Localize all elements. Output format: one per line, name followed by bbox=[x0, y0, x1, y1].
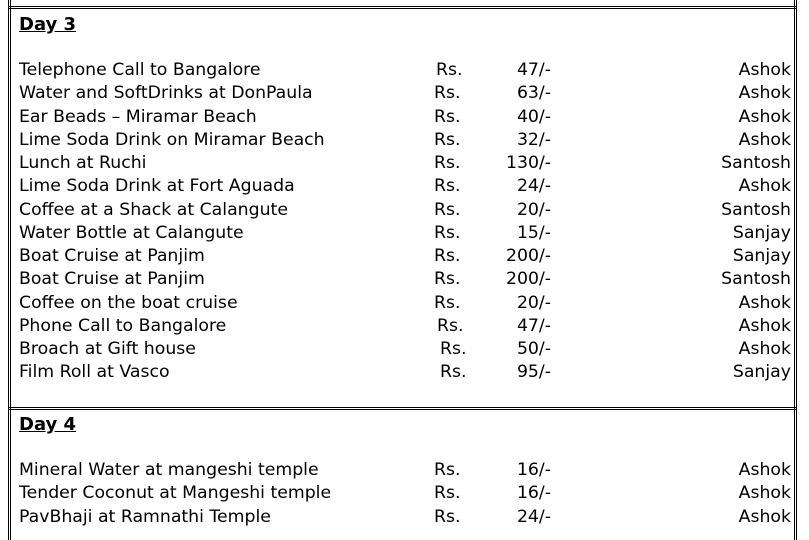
paid-by: Santosh bbox=[721, 269, 791, 290]
expense-amount: 20/- bbox=[516, 199, 551, 220]
expense-description: Lime Soda Drink on Miramar Beach bbox=[19, 129, 325, 150]
expense-description: Broach at Gift house bbox=[19, 339, 196, 359]
expense-description: Lime Soda Drink at Fort Aguada bbox=[19, 176, 295, 197]
currency-label: Rs. bbox=[434, 153, 461, 173]
paid-by: Santosh bbox=[721, 199, 791, 220]
table-row bbox=[19, 222, 791, 245]
expense-description: Water and SoftDrinks at DonPaula bbox=[19, 83, 313, 104]
paid-by: Ashok bbox=[738, 460, 791, 480]
expense-amount: 200/- bbox=[505, 246, 551, 266]
expense-amount: 24/- bbox=[516, 176, 551, 197]
paid-by: Ashok bbox=[738, 176, 791, 197]
paid-by: Sanjay bbox=[732, 222, 791, 243]
expense-description: Ear Beads – Miramar Beach bbox=[19, 106, 257, 127]
currency-label: Rs. bbox=[437, 315, 464, 336]
currency-label: Rs. bbox=[434, 106, 461, 127]
expense-amount: 63/- bbox=[516, 83, 551, 104]
expense-amount: 15/- bbox=[516, 222, 551, 243]
currency-label: Rs. bbox=[434, 246, 461, 266]
paid-by: Ashok bbox=[738, 83, 791, 104]
table-row bbox=[19, 245, 791, 268]
currency-label: Rs. bbox=[434, 176, 461, 197]
expense-description: Telephone Call to Bangalore bbox=[19, 60, 261, 80]
currency-label: Rs. bbox=[436, 60, 463, 80]
table-row bbox=[19, 482, 791, 505]
expense-description: Boat Cruise at Panjim bbox=[19, 246, 205, 266]
currency-label: Rs. bbox=[434, 460, 461, 480]
expense-description: Phone Call to Bangalore bbox=[19, 315, 227, 336]
table-row bbox=[19, 338, 791, 361]
currency-label: Rs. bbox=[440, 339, 467, 359]
table-row bbox=[19, 315, 791, 338]
currency-label: Rs. bbox=[440, 362, 467, 383]
expense-description: Film Roll at Vasco bbox=[19, 362, 170, 383]
paid-by: Ashok bbox=[738, 315, 791, 336]
currency-label: Rs. bbox=[434, 129, 461, 150]
paid-by: Ashok bbox=[738, 506, 791, 527]
expense-amount: 24/- bbox=[516, 506, 551, 527]
currency-label: Rs. bbox=[434, 269, 461, 290]
table-row bbox=[19, 361, 791, 384]
table-row bbox=[19, 506, 791, 529]
currency-label: Rs. bbox=[434, 199, 461, 220]
table-top-border bbox=[8, 6, 797, 9]
expense-amount: 200/- bbox=[505, 269, 551, 290]
currency-label: Rs. bbox=[434, 292, 461, 313]
section-divider bbox=[8, 407, 797, 410]
expense-amount: 47/- bbox=[516, 60, 551, 80]
expense-amount: 40/- bbox=[516, 106, 551, 127]
table-row bbox=[19, 268, 791, 291]
expense-description: Coffee at a Shack at Calangute bbox=[19, 199, 288, 220]
table-row bbox=[19, 82, 791, 105]
expense-amount: 130/- bbox=[505, 153, 551, 173]
currency-label: Rs. bbox=[434, 222, 461, 243]
table-row bbox=[19, 459, 791, 482]
paid-by: Ashok bbox=[738, 60, 791, 80]
table-row bbox=[19, 292, 791, 315]
paid-by: Ashok bbox=[738, 106, 791, 127]
expense-amount: 20/- bbox=[516, 292, 551, 313]
table-row bbox=[19, 129, 791, 152]
expense-amount: 50/- bbox=[516, 339, 551, 359]
paid-by: Sanjay bbox=[732, 246, 791, 266]
paid-by: Sanjay bbox=[732, 362, 791, 383]
table-row bbox=[19, 59, 791, 82]
table-row bbox=[19, 152, 791, 175]
paid-by: Ashok bbox=[738, 483, 791, 504]
paid-by: Ashok bbox=[738, 339, 791, 359]
table-row bbox=[19, 106, 791, 129]
expense-description: PavBhaji at Ramnathi Temple bbox=[19, 506, 271, 527]
currency-label: Rs. bbox=[434, 506, 461, 527]
currency-label: Rs. bbox=[434, 83, 461, 104]
table-row bbox=[19, 175, 791, 198]
paid-by: Ashok bbox=[738, 292, 791, 313]
expense-amount: 16/- bbox=[516, 483, 551, 504]
expense-amount: 47/- bbox=[516, 315, 551, 336]
expense-description: Boat Cruise at Panjim bbox=[19, 269, 205, 290]
expense-description: Water Bottle at Calangute bbox=[19, 222, 244, 243]
table-row bbox=[19, 199, 791, 222]
paid-by: Ashok bbox=[738, 129, 791, 150]
day-heading: Day 4 bbox=[19, 414, 77, 435]
expense-description: Mineral Water at mangeshi temple bbox=[19, 460, 319, 480]
expense-description: Tender Coconut at Mangeshi temple bbox=[19, 483, 332, 504]
expense-amount: 32/- bbox=[516, 129, 551, 150]
expense-description: Coffee on the boat cruise bbox=[19, 292, 238, 313]
paid-by: Santosh bbox=[721, 153, 791, 173]
currency-label: Rs. bbox=[434, 483, 461, 504]
day-heading: Day 3 bbox=[19, 14, 77, 35]
expense-amount: 95/- bbox=[516, 362, 551, 383]
expense-amount: 16/- bbox=[516, 460, 551, 480]
expense-description: Lunch at Ruchi bbox=[19, 153, 147, 173]
